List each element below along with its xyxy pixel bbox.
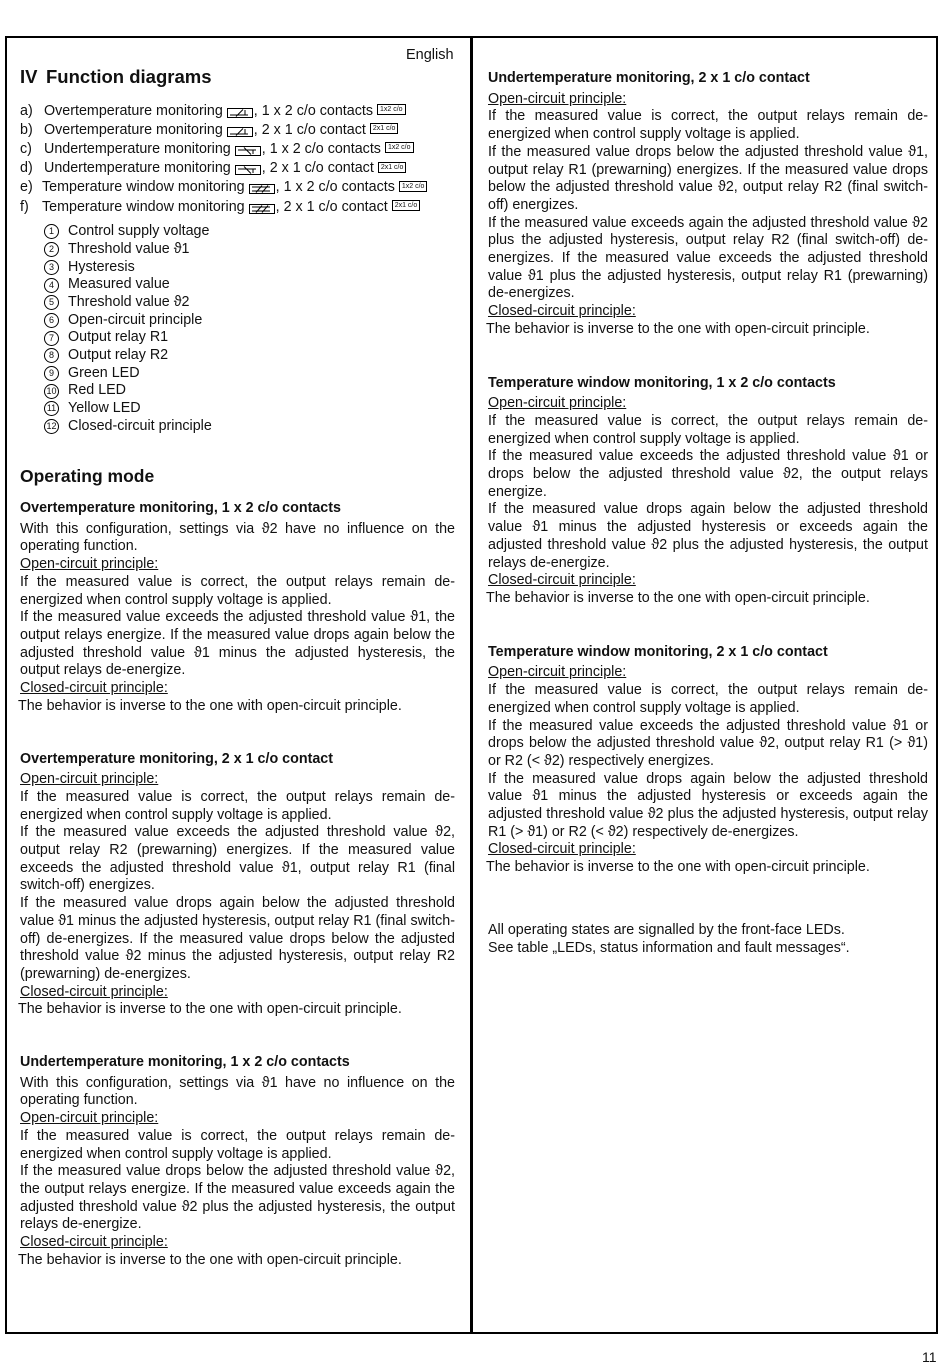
left-column: [20, 66, 455, 1270]
legend-label: Output relay R1: [68, 329, 169, 346]
item-letter: a): [20, 102, 33, 119]
section-title: Function diagrams: [46, 66, 212, 87]
section-window-2x1: [488, 644, 928, 877]
paragraph: If the measured value exceeds the adjusted threshold value ϑ1 or drops below the adjusted threshold value ϑ2, the output relays energize.: [488, 448, 928, 500]
closed-circuit-text: The behavior is inverse to the one with open-circuit principle.: [486, 859, 870, 876]
closed-circuit-label: Closed-circuit principle:: [488, 572, 636, 589]
item-contacts: , 2 x 1 c/o contact: [275, 198, 388, 215]
paragraph: If the measured value exceeds the adjusted threshold value ϑ2, output relay R2 (prewarning) energizes. If the measured value exceeds the adjusted threshold value ϑ1, output relay R1 (final switch-off) energizes.: [20, 824, 455, 894]
item-contacts: , 1 x 2 c/o contacts: [275, 179, 395, 196]
paragraph: If the measured value drops below the adjusted threshold value ϑ1, output relay R1 (prewarning) energizes. If the measured value drops below the adjusted threshold value ϑ2, output relay R2 (final switch-off) energizes.: [488, 143, 928, 213]
intro-text: With this configuration, settings via ϑ2 have no influence on the operating function.: [20, 520, 455, 555]
config-badge: 2x1 c/o: [378, 162, 407, 173]
legend-item: [44, 365, 455, 383]
paragraph: If the measured value exceeds again the adjusted threshold value ϑ2 plus the adjusted hysteresis, output relay R2 (final switch-off) de-energizes. If the measured value exceeds the adjusted threshold value ϑ1 plus the adjusted hysteresis, output relay R1 (prewarning) de-energizes.: [488, 214, 928, 302]
column-divider: [470, 36, 473, 1334]
function-diagram-item-a: [20, 102, 455, 121]
item-letter: f): [20, 198, 29, 215]
legend-label: Closed-circuit principle: [68, 417, 212, 434]
intro-text: With this configuration, settings via ϑ1 have no influence on the operating function.: [20, 1074, 455, 1109]
footer-note: See table „LEDs, status information and fault messages“.: [488, 939, 850, 956]
legend-item: [44, 294, 455, 312]
item-text: Undertemperature monitoring: [44, 141, 231, 158]
overtemp-symbol-icon: [227, 127, 253, 137]
legend-number: 8: [44, 348, 59, 363]
item-text: Overtemperature monitoring: [44, 121, 223, 138]
language-label: English: [406, 47, 454, 63]
paragraph: If the measured value is correct, the output relays remain de-energized when control supply voltage is applied.: [20, 573, 455, 608]
open-circuit-label: Open-circuit principle:: [20, 556, 159, 573]
paragraph: If the measured value is correct, the output relays remain de-energized when control supply voltage is applied.: [20, 1127, 455, 1162]
paragraph: If the measured value is correct, the output relays remain de-energized when control supply voltage is applied.: [20, 788, 455, 823]
legend-number: 4: [44, 278, 59, 293]
function-diagram-item-e: [20, 179, 455, 198]
legend-label: Green LED: [68, 364, 140, 381]
undertemp-symbol-icon: [235, 165, 261, 175]
overtemp-symbol-icon: [227, 108, 253, 118]
legend-item: [44, 418, 455, 436]
open-circuit-label: Open-circuit principle:: [488, 90, 627, 107]
paragraph: If the measured value drops again below the adjusted threshold value ϑ1 minus the adjusted hysteresis, output relay R1 (final switch-off) de-energizes. If the measured value drops below the adjusted threshold value ϑ2 minus the adjusted hysteresis, output relay R2 (prewarning) de-energizes.: [20, 895, 455, 982]
closed-circuit-label: Closed-circuit principle:: [20, 680, 168, 697]
legend-number: 2: [44, 242, 59, 257]
closed-circuit-text: The behavior is inverse to the one with open-circuit principle.: [486, 589, 870, 606]
legend-number: 11: [44, 401, 59, 416]
item-text: Temperature window monitoring: [42, 198, 245, 215]
function-diagram-list: [20, 102, 455, 217]
closed-circuit-label: Closed-circuit principle:: [488, 303, 636, 320]
open-circuit-label: Open-circuit principle:: [20, 771, 159, 788]
legend-item: [44, 259, 455, 277]
paragraph: If the measured value drops again below the adjusted threshold value ϑ1 minus the adjusted hysteresis or exceeds again the adjusted threshold value ϑ2 plus the adjusted hysteresis, the output relays de-energize.: [488, 501, 928, 571]
item-text: Overtemperature monitoring: [44, 102, 223, 119]
legend-item: [44, 241, 455, 259]
section-number: IV: [20, 66, 38, 87]
item-contacts: , 2 x 1 c/o contact: [261, 160, 374, 177]
item-letter: e): [20, 179, 33, 196]
legend-number: 9: [44, 366, 59, 381]
subsection-title: Overtemperature monitoring, 2 x 1 c/o contact: [20, 750, 334, 767]
legend-label: Open-circuit principle: [68, 311, 203, 328]
config-badge: 1x2 c/o: [385, 142, 414, 153]
legend-label: Hysteresis: [68, 258, 135, 275]
closed-circuit-text: The behavior is inverse to the one with open-circuit principle.: [18, 1001, 402, 1018]
section-heading-function-diagrams: [20, 66, 455, 88]
open-circuit-label: Open-circuit principle:: [488, 664, 627, 681]
legend-number: 12: [44, 419, 59, 434]
legend-item: [44, 312, 455, 330]
page-number: 11: [922, 1349, 937, 1365]
config-badge: 1x2 c/o: [377, 104, 406, 115]
function-diagram-item-f: [20, 198, 455, 217]
config-badge: 2x1 c/o: [392, 200, 421, 211]
closed-circuit-label: Closed-circuit principle:: [20, 983, 168, 1000]
window-symbol-icon: [249, 204, 275, 214]
paragraph: If the measured value drops below the adjusted threshold value ϑ2, the output relays energize. If the measured value exceeds again the adjusted threshold value ϑ2 plus the adjusted hysteresis, the output relays de-energize.: [20, 1163, 455, 1233]
paragraph: If the measured value is correct, the output relays remain de-energized when control supply voltage is applied.: [488, 108, 928, 143]
paragraph: If the measured value is correct, the output relays remain de-energized when control supply voltage is applied.: [488, 412, 928, 447]
item-contacts: , 1 x 2 c/o contacts: [261, 141, 381, 158]
legend-number: 3: [44, 260, 59, 275]
legend-label: Threshold value ϑ2: [68, 293, 190, 310]
section-under-1x2: [20, 1054, 455, 1269]
legend-label: Output relay R2: [68, 346, 169, 363]
legend-item: [44, 329, 455, 347]
legend-label: Yellow LED: [68, 400, 141, 416]
legend-item: [44, 276, 455, 294]
open-circuit-label: Open-circuit principle:: [488, 395, 627, 412]
function-diagram-item-d: [20, 160, 455, 179]
legend-list: [44, 223, 455, 435]
legend-number: 7: [44, 331, 59, 346]
function-diagram-item-c: [20, 140, 455, 159]
paragraph: If the measured value is correct, the output relays remain de-energized when control supply voltage is applied.: [488, 682, 928, 716]
paragraph: If the measured value drops again below the adjusted threshold value ϑ1 minus the adjusted hysteresis or exceeds again the adjusted threshold value ϑ2 plus the adjusted hysteresis, output relay R1 (> ϑ1) or R2 (< ϑ2) respectively de-energizes.: [488, 770, 928, 840]
window-symbol-icon: [249, 184, 275, 194]
config-badge: 1x2 c/o: [399, 181, 428, 192]
operating-mode-heading: Operating mode: [20, 466, 155, 487]
legend-item: [44, 223, 455, 241]
subsection-title: Temperature window monitoring, 1 x 2 c/o contacts: [488, 374, 836, 391]
subsection-title: Undertemperature monitoring, 1 x 2 c/o contacts: [20, 1054, 350, 1071]
section-over-1x2: [20, 500, 455, 715]
legend-number: 6: [44, 313, 59, 328]
closed-circuit-label: Closed-circuit principle:: [488, 841, 636, 858]
section-under-2x1: [488, 70, 928, 339]
open-circuit-label: Open-circuit principle:: [20, 1110, 159, 1127]
right-column: [488, 70, 928, 957]
legend-item: [44, 347, 455, 365]
item-text: Temperature window monitoring: [42, 179, 245, 196]
legend-number: 10: [44, 384, 59, 399]
legend-label: Red LED: [68, 382, 127, 399]
undertemp-symbol-icon: [235, 146, 261, 156]
subsection-title: Temperature window monitoring, 2 x 1 c/o contact: [488, 643, 828, 660]
legend-number: 5: [44, 295, 59, 310]
legend-label: Threshold value ϑ1: [68, 240, 190, 257]
subsection-title: Undertemperature monitoring, 2 x 1 c/o contact: [488, 70, 810, 86]
legend-number: 1: [44, 224, 59, 239]
subsection-title: Overtemperature monitoring, 1 x 2 c/o contacts: [20, 500, 341, 517]
closed-circuit-text: The behavior is inverse to the one with open-circuit principle.: [486, 320, 870, 337]
closed-circuit-text: The behavior is inverse to the one with open-circuit principle.: [18, 697, 402, 714]
function-diagram-item-b: [20, 121, 455, 140]
paragraph: If the measured value exceeds the adjusted threshold value ϑ1 or drops below the adjusted threshold value ϑ2, output relay R1 (> ϑ1) or R2 (< ϑ2) respectively energizes.: [488, 717, 928, 769]
item-text: Undertemperature monitoring: [44, 160, 231, 177]
legend-item: [44, 382, 455, 400]
legend-item: [44, 400, 455, 418]
item-letter: d): [20, 160, 33, 177]
section-window-1x2: [488, 375, 928, 608]
item-letter: c): [20, 141, 32, 158]
closed-circuit-text: The behavior is inverse to the one with open-circuit principle.: [18, 1251, 402, 1268]
paragraph: If the measured value exceeds the adjusted threshold value ϑ1, the output relays energize. If the measured value drops again below the adjusted threshold value ϑ1 minus the adjusted hysteresis, the output relays de-energize.: [20, 609, 455, 679]
item-letter: b): [20, 121, 33, 138]
item-contacts: , 1 x 2 c/o contacts: [253, 102, 373, 119]
section-over-2x1: [20, 751, 455, 1020]
item-contacts: , 2 x 1 c/o contact: [253, 121, 366, 138]
footer-note: All operating states are signalled by the front-face LEDs.: [488, 921, 845, 938]
legend-label: Measured value: [68, 276, 170, 293]
legend-label: Control supply voltage: [68, 223, 210, 240]
closed-circuit-label: Closed-circuit principle:: [20, 1234, 168, 1251]
config-badge: 2x1 c/o: [370, 123, 399, 134]
